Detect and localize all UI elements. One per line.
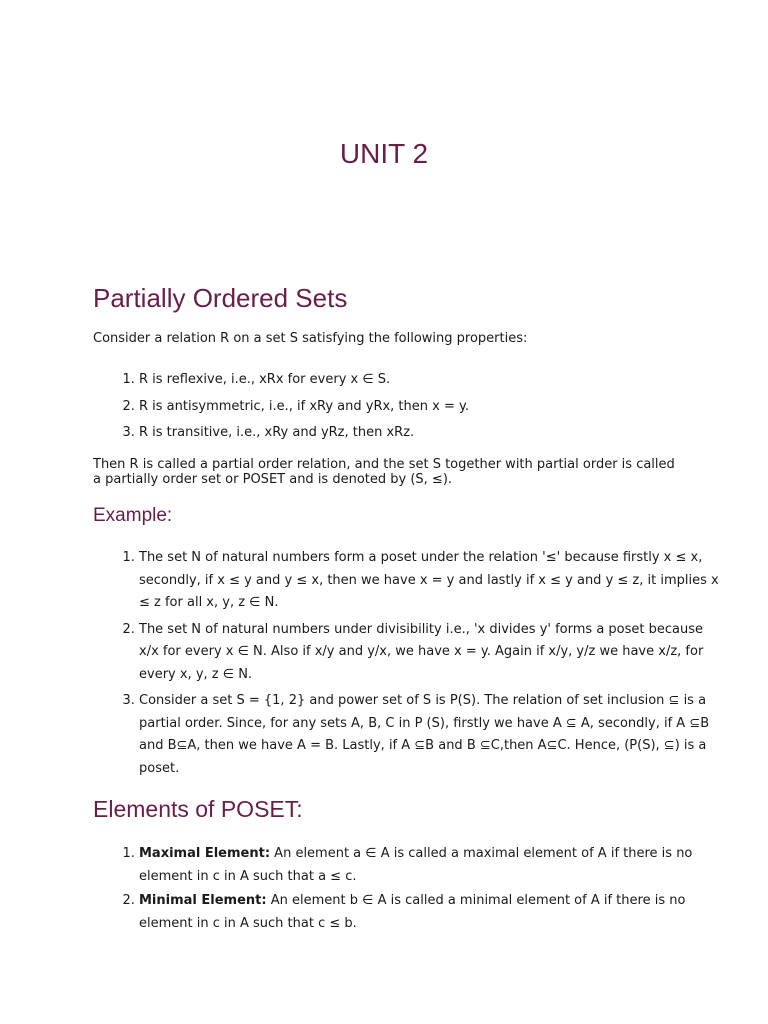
example-list: [93, 547, 724, 780]
intro-paragraph: Consider a relation R on a set S satisfying the following properties:: [93, 331, 528, 346]
list-item: 1. R is reflexive, i.e., xRx for every x ∈ S.: [139, 367, 724, 394]
example-heading: Example:: [93, 505, 173, 526]
list-item: 2. R is antisymmetric, i.e., if xRy and yRx, then x = y.: [139, 394, 724, 421]
properties-list: [93, 367, 724, 447]
list-item: [139, 890, 724, 935]
list-item: 1. The set N of natural numbers form a poset under the relation '≤' because firstly x ≤ x, secondly, if x ≤ y and y ≤ x, then we have x = y and lastly if x ≤ y and y ≤ z, it implies x ≤ z for all x, y, z ∈ N.: [139, 547, 724, 615]
list-item: [139, 843, 724, 888]
definition-maximal: An element a ∈ A is called a maximal element of A if there is no element in c in A such that a ≤ c.: [139, 846, 693, 884]
list-item: 3. Consider a set S = {1, 2} and power set of S is P(S). The relation of set inclusion ⊆ is a partial order. Since, for any sets A, B, C in P (S), firstly we have A ⊆ A, secondly, if A ⊆B and B⊆A, then we have A = B. Lastly, if A ⊆B and B ⊆C,then A⊆C. Hence, (P(S), ⊆) is a poset.: [139, 690, 724, 780]
list-item: 2. The set N of natural numbers under divisibility i.e., 'x divides y' forms a poset because x/x for every x ∈ N. Also if x/y and y/x, we have x = y. Again if x/y, y/z we have x/z, for every x, y, z ∈ N.: [139, 619, 724, 687]
elements-heading: Elements of POSET:: [93, 796, 303, 822]
conclusion-paragraph: Then R is called a partial order relation, and the set S together with partial order is called a partially order set or POSET and is denoted by (S, ≤).: [93, 457, 675, 487]
unit-title: UNIT 2: [339, 138, 429, 169]
elements-list: [93, 843, 724, 935]
term-minimal: Minimal Element:: [139, 893, 267, 908]
definition-minimal: An element b ∈ A is called a minimal element of A if there is no element in c in A such that c ≤ b.: [139, 893, 686, 931]
section-heading-poset: Partially Ordered Sets: [93, 283, 348, 313]
list-item: 3. R is transitive, i.e., xRy and yRz, then xRz.: [139, 420, 724, 447]
term-maximal: Maximal Element:: [139, 846, 271, 861]
